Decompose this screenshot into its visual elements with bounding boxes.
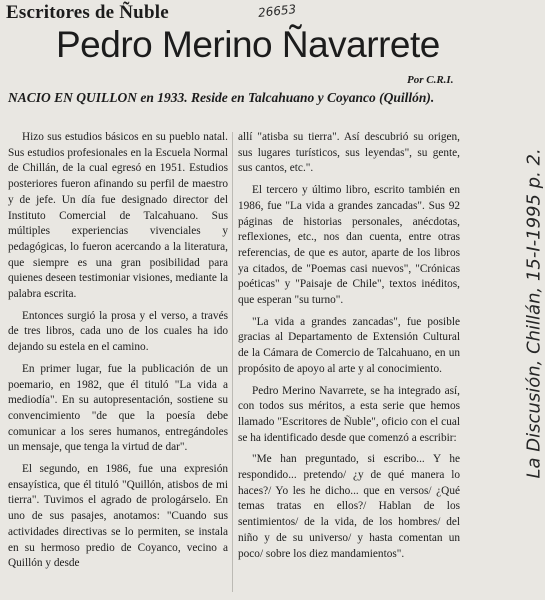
body-paragraph: allí "atisba su tierra". Así descubrió su origen, sus lugares turísticos, sus leyendas", su gente, sus cantos, etc.". — [238, 131, 460, 175]
body-paragraph: En primer lugar, fue la publicación de un poemario, en 1982, que él tituló "La vida a mediodía". En su autopresentación, sostiene su convencimiento "de que la poesía debe comunicar a los seres humanos, entregándoles un mensaje, que tenga la virtud de dar". — [8, 362, 228, 454]
handwritten-source-note: La Discusión, Chillán, 15-I-1995 p. 2. — [523, 148, 545, 479]
lead-paragraph: NACIO EN QUILLON en 1933. Reside en Talcahuano y Coyanco (Quillón). — [8, 90, 435, 105]
body-paragraph: Entonces surgió la prosa y el verso, a través de tres libros, cada uno de los cuales ha ido dejando su estela en el camino. — [8, 309, 228, 354]
byline: Por C.R.I. — [407, 74, 454, 86]
body-paragraph: "La vida a grandes zancadas", fue posible gracias al Departamento de Extensión Cultural de la Cámara de Comercio de Talcahuano, en un propósito de apoyo al arte y al conocimiento. — [238, 315, 460, 375]
body-paragraph: El tercero y último libro, escrito también en 1986, fue "La vida a grandes zancadas". Sus 92 páginas de historias personales, anécdotas, reflexiones, etc., nos dan cuenta, entre otras referencias, de que es autor, aparte de los libros ya citados, de "Poemas casi nuevos", "Crónicas poéticas" y "Paisaje de Chile", textos inéditos, que esperan "su turno". — [238, 184, 460, 307]
left-column — [8, 130, 228, 578]
body-paragraph: "Me han preguntado, si escribo... Y he respondido... pretendo/ ¿y de qué manera lo haces?/ Yo les he dicho... que en versos/ ¿Qué temas tratas en ellos?/ Hablan de los sentimientos/ de la vida, de los hombres/ del niño y de su universo/ y hasta comentan un poco/ sobre los diez mandamientos". — [238, 453, 460, 560]
column-divider — [232, 132, 233, 592]
section-title: Escritores de Ñuble — [6, 2, 169, 23]
article-headline: Pedro Merino Ñavarrete — [56, 24, 440, 65]
body-paragraph: El segundo, en 1986, fue una expresión ensayística, que él tituló "Quillón, atisbos de mi tierra". Tuvimos el agrado de prologárselo. En uno de sus pasajes, anotamos: "Cuando sus actividades directivas se lo permiten, se instala en su hermoso predio de Coyanco, vecino a Quillón y desde — [8, 463, 228, 570]
body-paragraph: Hizo sus estudios básicos en su pueblo natal. Sus estudios profesionales en la Escuela Normal de Chillán, de la cual egresó en 1951. Estudios posteriores fueron afinando su perfil de maestro y de jefe. Un día fue designado director del Instituto Comercial de Talcahuano. Sus múltiples experiencias vivenciales y pedagógicas, lo fueron acercando a la literatura, que siempre es una gran posibilidad para quienes deseen testimoniar visiones, mediante la palabra escrita. — [8, 131, 228, 301]
right-column — [238, 130, 460, 568]
body-paragraph: Pedro Merino Navarrete, se ha integrado así, con todos sus méritos, a esta serie que hemos llamado "Escritores de Ñuble", oficio con el cual se ha identificado desde que comenzó a escribir: — [238, 384, 460, 444]
handwritten-archive-code: 26653 — [257, 2, 297, 20]
